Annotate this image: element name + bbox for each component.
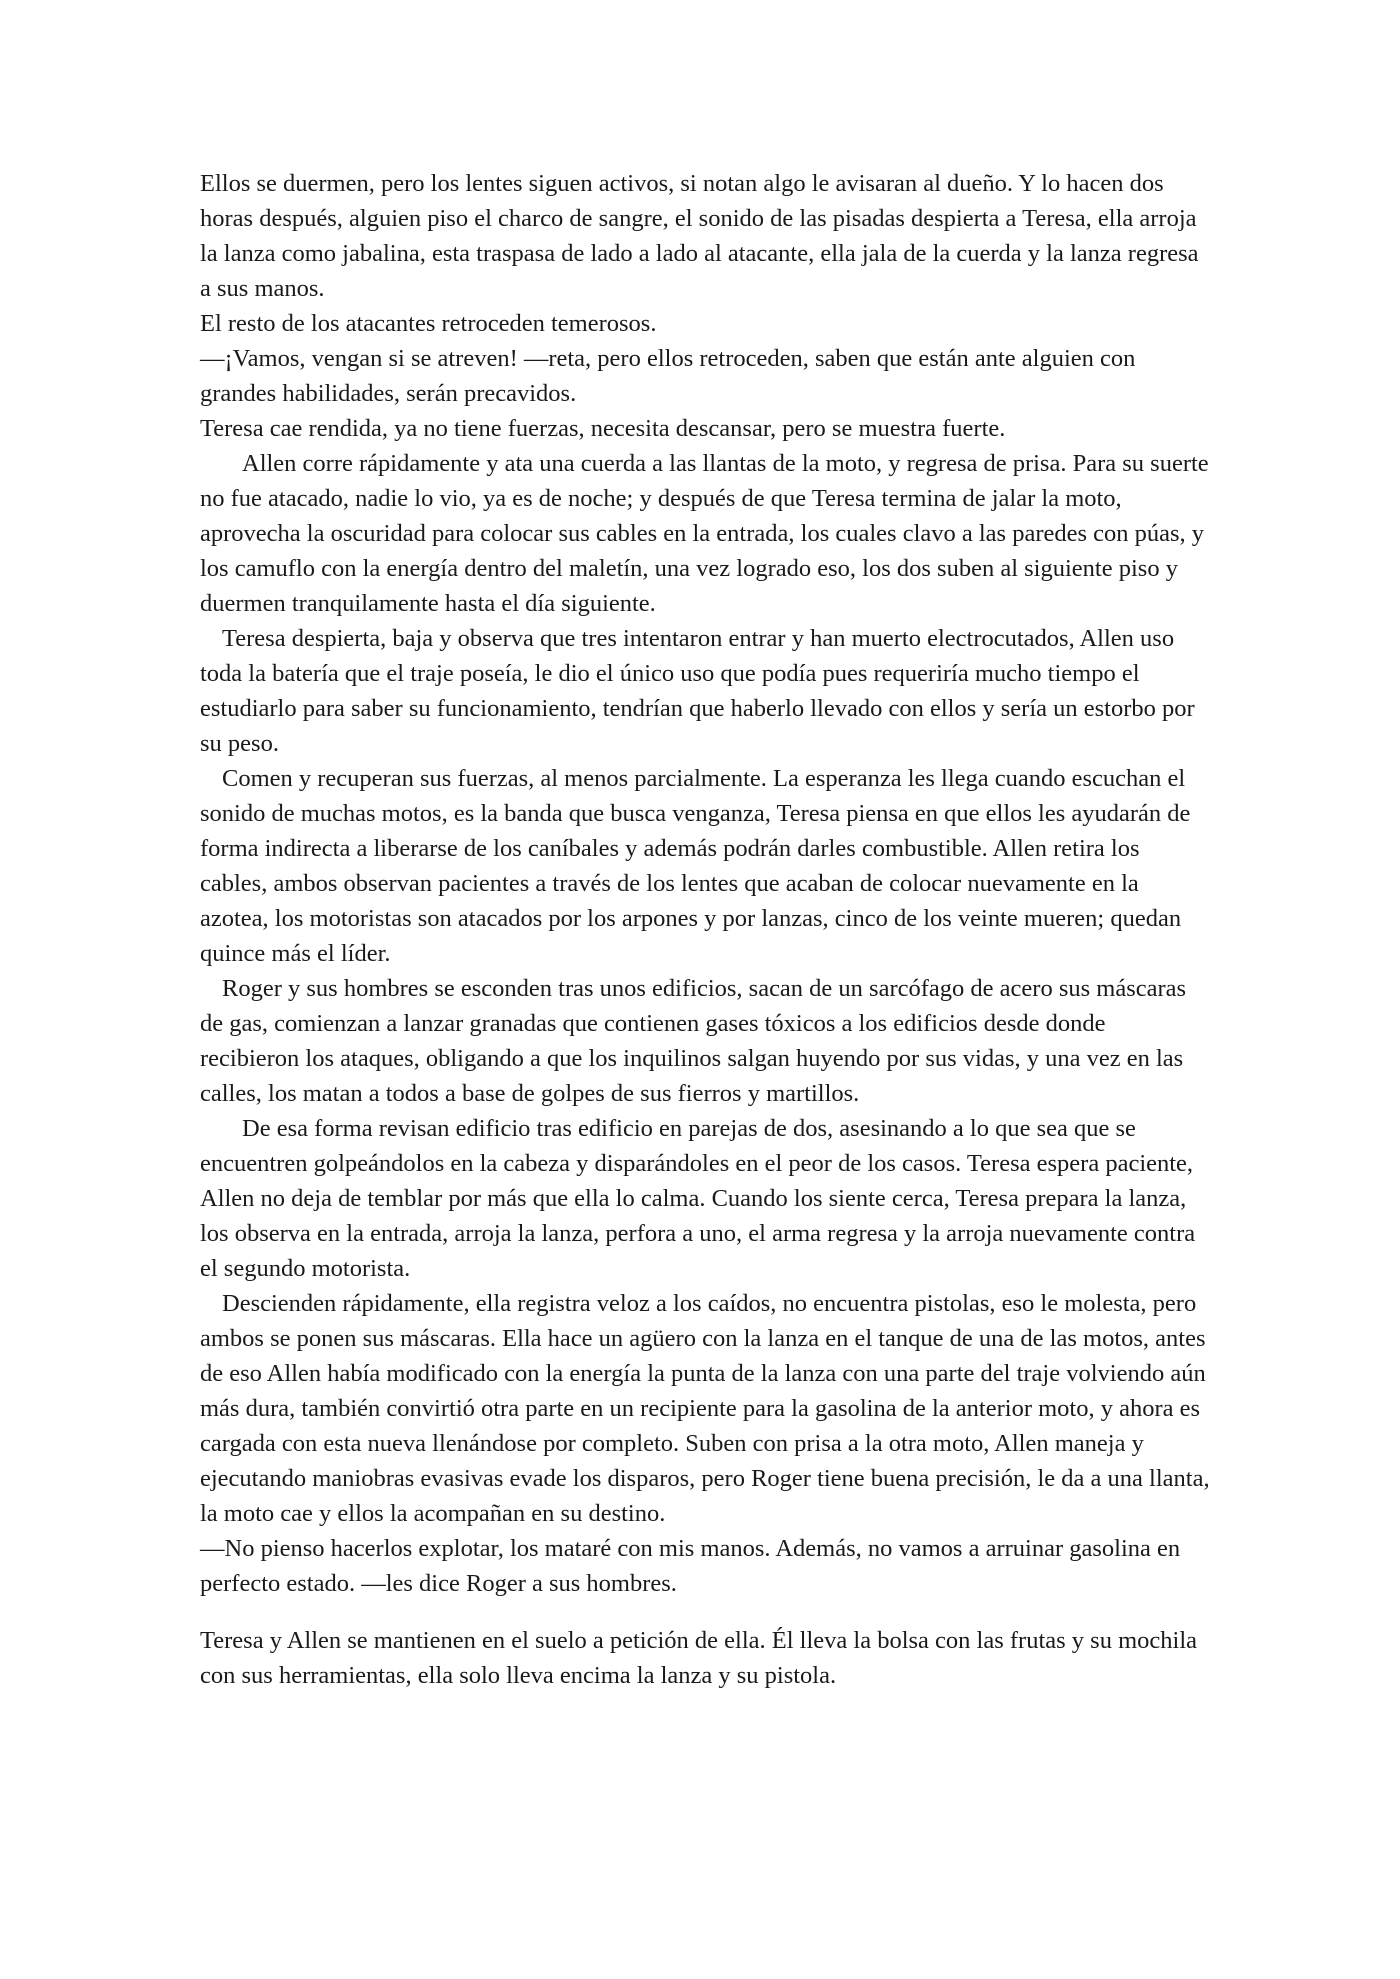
paragraph-teresa-exhausted: Teresa cae rendida, ya no tiene fuerzas, necesita descansar, pero se muestra fuerte. — [200, 415, 1006, 442]
paragraph-teresa-allen-ground: Teresa y Allen se mantienen en el suelo a petición de ella. Él lleva la bolsa con las frutas y su mochila con sus herramientas, ella solo lleva encima la lanza y su pistola. — [200, 1627, 1198, 1689]
paragraph-roger-gas-masks: Roger y sus hombres se esconden tras unos edificios, sacan de un sarcófago de acero sus máscaras de gas, comienzan a lanzar granadas que contienen gases tóxicos a los edificios desde donde recibieron los ataques, obligando a que los inquilinos salgan huyendo por sus vidas, y una vez en las calles, los matan a todos a base de golpes de sus fierros y martillos. — [200, 975, 1187, 1107]
paragraph-roger-dialogue: —No pienso hacerlos explotar, los mataré con mis manos. Además, no vamos a arruinar gasolina en perfecto estado. —les dice Roger a sus hombres. — [200, 1535, 1181, 1597]
paragraph-building-search: De esa forma revisan edificio tras edificio en parejas de dos, asesinando a lo que sea que se encuentren golpeándolos en la cabeza y disparándoles en el peor de los casos. Teresa espera paciente, Allen no deja de temblar por más que ella lo calma. Cuando los siente cerca, Teresa prepara la lanza, los observa en la entrada, arroja la lanza, perfora a uno, el arma regresa y la arroja nuevamente contra el segundo motorista. — [200, 1115, 1196, 1282]
paragraph-electrocuted: Teresa despierta, baja y observa que tres intentaron entrar y han muerto electrocutados, Allen uso toda la batería que el traje poseía, le dio el único uso que podía pues requeriría mucho tiempo el estudiarlo para saber su funcionamiento, tendrían que haberlo llevado con ellos y sería un estorbo por su peso. — [200, 625, 1195, 757]
paragraph-attackers-retreat: El resto de los atacantes retroceden temerosos. — [200, 310, 657, 337]
paragraph-escape-motorcycle: Descienden rápidamente, ella registra veloz a los caídos, no encuentra pistolas, eso le molesta, pero ambos se ponen sus máscaras. Ella hace un agüero con la lanza en el tanque de una de las motos, antes de eso Allen había modificado con la energía la punta de la lanza con una parte del traje volviendo aún más dura, también convirtió otra parte en un recipiente para la gasolina de la anterior moto, y ahora es cargada con esta nueva llenándose por completo. Suben con prisa a la otra moto, Allen maneja y ejecutando maniobras evasivas evade los disparos, pero Roger tiene buena precisión, le da a una llanta, la moto cae y ellos la acompañan en su destino. — [200, 1290, 1210, 1527]
body-text — [200, 166, 1210, 1693]
paragraph-allen-cables: Allen corre rápidamente y ata una cuerda a las llantas de la moto, y regresa de prisa. Para su suerte no fue atacado, nadie lo vio, ya es de noche; y después de que Teresa termina de jalar la moto, aprovecha la oscuridad para colocar sus cables en la entrada, los cuales clavo a las paredes con púas, y los camuflo con la energía dentro del maletín, una vez logrado eso, los dos suben al siguiente piso y duermen tranquilamente hasta el día siguiente. — [200, 450, 1209, 617]
paragraph-motorcycle-gang: Comen y recuperan sus fuerzas, al menos parcialmente. La esperanza les llega cuando escuchan el sonido de muchas motos, es la banda que busca venganza, Teresa piensa en que ellos les ayudarán de forma indirecta a liberarse de los caníbales y además podrán darles combustible. Allen retira los cables, ambos observan pacientes a través de los lentes que acaban de colocar nuevamente en la azotea, los motoristas son atacados por los arpones y por lanzas, cinco de los veinte mueren; quedan quince más el líder. — [200, 765, 1191, 967]
paragraph-dialogue-challenge: —¡Vamos, vengan si se atreven! —reta, pero ellos retroceden, saben que están ante alguien con grandes habilidades, serán precavidos. — [200, 345, 1136, 407]
paragraph-lenses-alert: Ellos se duermen, pero los lentes siguen activos, si notan algo le avisaran al dueño. Y lo hacen dos horas después, alguien piso el charco de sangre, el sonido de las pisadas despierta a Teresa, ella arroja la lanza como jabalina, esta traspasa de lado a lado al atacante, ella jala de la cuerda y la lanza regresa a sus manos. — [200, 170, 1199, 302]
